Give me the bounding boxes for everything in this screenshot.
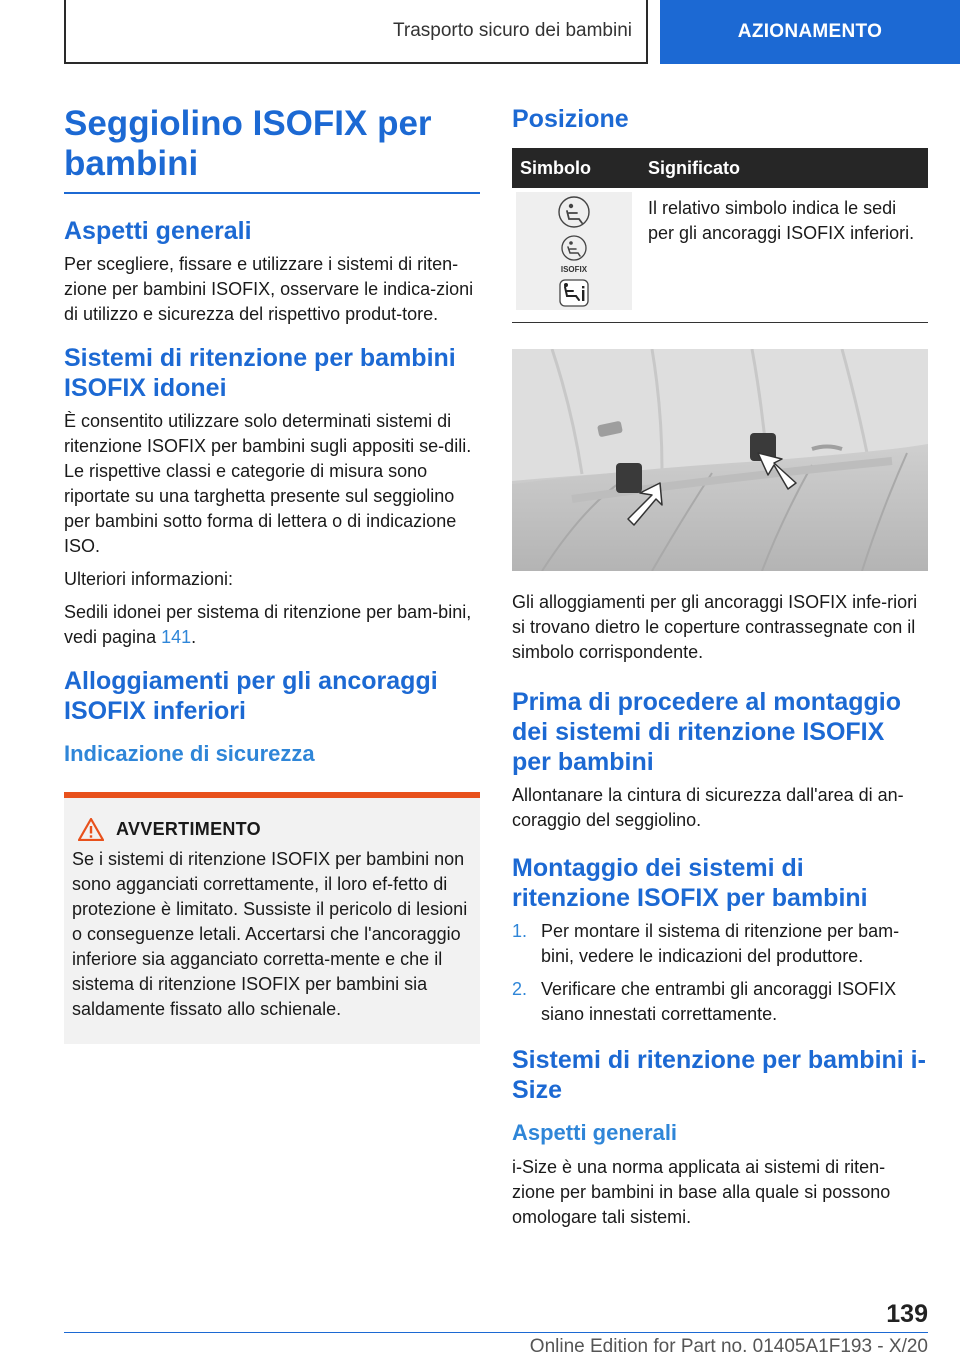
chapter-title: Trasporto sicuro dei bambini: [392, 20, 632, 41]
right-column: [512, 104, 928, 1238]
heading-position: Posizione: [512, 105, 629, 133]
heading-general: Aspetti generali: [64, 217, 252, 245]
step-number: 2.: [512, 979, 528, 999]
paragraph-general: Per scegliere, fissare e utilizzare i sistemi di riten-zione per bambini ISOFIX, osservare le indica-zioni di utilizzo e sicurezza del rispettivo produt-tore.: [64, 254, 474, 324]
page-title: Seggiolino ISOFIX per bambini: [64, 104, 432, 183]
paragraph-suitable: È consentito utilizzare solo determinati sistemi di ritenzione ISOFIX per bambini sugli appositi se-dili. Le rispettive classi e categorie di misura sono riportate su una targhetta presente sul seggiolino per bambini sotto forma di lettera o di indicazione ISO.: [64, 411, 472, 556]
symbol-cell: [512, 188, 640, 323]
footer-edition: Online Edition for Part no. 01405A1F193 - X/20: [529, 1336, 928, 1357]
isofix-symbols: [516, 192, 632, 310]
page-number: 139: [886, 1300, 928, 1328]
heading-isize-general: Aspetti generali: [512, 1120, 678, 1145]
header-meaning: Significato: [640, 148, 928, 188]
paragraph-before-mounting: Allontanare la cintura di sicurezza dall'area di an-coraggio del seggiolino.: [512, 785, 904, 830]
chapter-tab: [64, 0, 648, 64]
step-text: Verificare che entrambi gli ancoraggi ISOFIX siano innestati correttamente.: [541, 979, 897, 1024]
warning-header: [72, 818, 472, 841]
reference-end: .: [191, 627, 197, 647]
title-rule: [64, 192, 480, 194]
mounting-steps: [512, 919, 928, 1027]
table-row: [512, 188, 928, 323]
paragraph-more-info: Ulteriori informazioni:: [64, 569, 234, 589]
reference-text: Sedili idonei per sistema di ritenzione per bam-bini, vedi pagina: [64, 602, 472, 647]
rear-seat-isofix-photo: [512, 349, 928, 571]
warning-text: Se i sistemi di ritenzione ISOFIX per bambini non sono agganciati correttamente, il loro ef-fetto di protezione è limitato. Sussiste il pericolo di lesioni o conseguenze letali. Accertarsi che l'ancoraggio inferiore sia agganciato corretta-mente e che il sistema di ritenzione ISOFIX per bambini sia saldamente fissato allo schienale.: [72, 849, 468, 1019]
heading-isize: Sistemi di ritenzione per bambini i-Size: [512, 1046, 926, 1104]
header-symbol: Simbolo: [512, 148, 640, 188]
table-header-row: [512, 148, 928, 188]
list-item: [512, 977, 928, 1027]
heading-suitable: Sistemi di ritenzione per bambini ISOFIX idonei: [64, 344, 456, 402]
list-item: [512, 919, 928, 969]
warning-box: [64, 792, 480, 1044]
section-tab: [660, 0, 960, 64]
symbol-table: [512, 148, 928, 323]
warning-triangle-icon: [78, 818, 104, 841]
heading-anchors: Alloggiamenti per gli ancoraggi ISOFIX inferiori: [64, 667, 438, 725]
left-column: [64, 104, 480, 1044]
section-title: AZIONAMENTO: [737, 21, 883, 42]
warning-title: AVVERTIMENTO: [116, 819, 261, 839]
isofix-symbol-label: ISOFIX: [560, 265, 588, 274]
heading-safety: Indicazione di sicurezza: [64, 741, 315, 766]
heading-before-mounting: Prima di procedere al montaggio dei sistemi di ritenzione ISOFIX per bambini: [512, 688, 901, 776]
footer-rule: [64, 1332, 928, 1333]
step-number: 1.: [512, 921, 528, 941]
meaning-cell: Il relativo simbolo indica le sedi per gli ancoraggi ISOFIX inferiori.: [640, 188, 928, 323]
page-link[interactable]: 141: [161, 627, 192, 647]
heading-mounting: Montaggio dei sistemi di ritenzione ISOFIX per bambini: [512, 854, 868, 912]
paragraph-reference: [64, 600, 480, 650]
photo-caption: Gli alloggiamenti per gli ancoraggi ISOFIX infe-riori si trovano dietro le coperture contrassegnate con il simbolo corrispondente.: [512, 592, 918, 662]
paragraph-isize: i-Size è una norma applicata ai sistemi di riten-zione per bambini in base alla quale si possono omologare tali sistemi.: [512, 1157, 891, 1227]
step-text: Per montare il sistema di ritenzione per bam-bini, vedere le indicazioni del produttore.: [541, 921, 900, 966]
isofix-seat-icon: [516, 192, 632, 310]
